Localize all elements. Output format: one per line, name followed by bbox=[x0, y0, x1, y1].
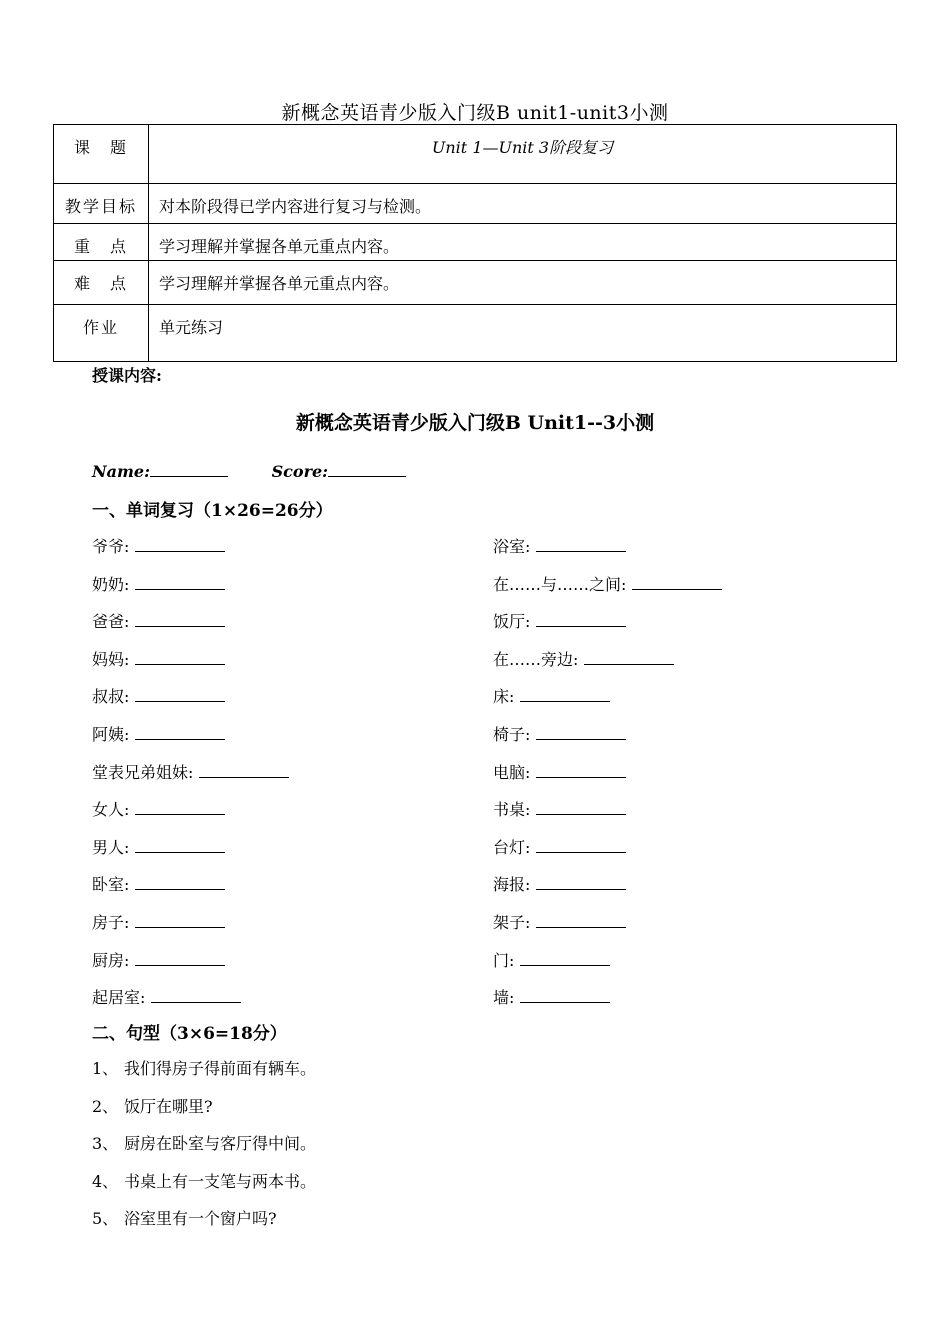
vocab-item bbox=[493, 797, 626, 820]
homework-label: 作业 bbox=[54, 305, 149, 362]
vocab-label: 男人: bbox=[92, 838, 130, 857]
answer-blank[interactable] bbox=[632, 575, 722, 590]
vocab-label: 在……与……之间: bbox=[493, 575, 627, 594]
answer-blank[interactable] bbox=[520, 687, 610, 702]
sentence-item bbox=[92, 1169, 316, 1192]
vocab-item bbox=[493, 684, 610, 707]
topic-label: 课 题 bbox=[54, 125, 149, 184]
vocab-label: 饭厅: bbox=[493, 612, 531, 631]
vocab-item bbox=[92, 572, 225, 595]
vocab-item bbox=[92, 684, 225, 707]
quiz-title: 新概念英语青少版入门级B Unit1--3小测 bbox=[295, 412, 655, 434]
answer-blank[interactable] bbox=[536, 763, 626, 778]
name-score-line bbox=[92, 462, 406, 481]
vocab-item bbox=[493, 835, 626, 858]
answer-blank[interactable] bbox=[520, 988, 610, 1003]
answer-blank[interactable] bbox=[135, 725, 225, 740]
answer-blank[interactable] bbox=[536, 725, 626, 740]
vocab-item bbox=[92, 835, 225, 858]
vocab-label: 女人: bbox=[92, 800, 130, 819]
sentence-number: 4、 bbox=[92, 1172, 119, 1191]
answer-blank[interactable] bbox=[135, 537, 225, 552]
answer-blank[interactable] bbox=[135, 575, 225, 590]
sentence-text: 厨房在卧室与客厅得中间。 bbox=[124, 1134, 317, 1153]
vocab-label: 厨房: bbox=[92, 951, 130, 970]
vocab-item bbox=[493, 948, 610, 971]
table-row bbox=[54, 261, 897, 305]
vocab-item bbox=[493, 872, 626, 895]
sentence-item bbox=[92, 1206, 277, 1229]
section-2-heading: 二、句型（3×6=18分） bbox=[92, 1024, 287, 1044]
answer-blank[interactable] bbox=[584, 650, 674, 665]
table-row bbox=[54, 184, 897, 224]
vocab-label: 叔叔: bbox=[92, 687, 130, 706]
key-point-value: 学习理解并掌握各单元重点内容。 bbox=[149, 224, 897, 261]
vocab-label: 浴室: bbox=[493, 537, 531, 556]
answer-blank[interactable] bbox=[151, 988, 241, 1003]
vocab-label: 椅子: bbox=[493, 725, 531, 744]
vocab-item bbox=[493, 985, 610, 1008]
vocab-label: 爷爷: bbox=[92, 537, 130, 556]
answer-blank[interactable] bbox=[520, 951, 610, 966]
sentence-text: 书桌上有一支笔与两本书。 bbox=[124, 1172, 317, 1191]
sentence-number: 2、 bbox=[92, 1097, 119, 1116]
answer-blank[interactable] bbox=[135, 875, 225, 890]
vocab-label: 床: bbox=[493, 687, 515, 706]
score-blank[interactable] bbox=[328, 462, 406, 477]
sentence-item bbox=[92, 1056, 316, 1079]
answer-blank[interactable] bbox=[199, 763, 289, 778]
vocab-label: 妈妈: bbox=[92, 650, 130, 669]
vocab-label: 墙: bbox=[493, 988, 515, 1007]
lesson-info-table bbox=[53, 124, 897, 362]
answer-blank[interactable] bbox=[536, 838, 626, 853]
difficult-point-value: 学习理解并掌握各单元重点内容。 bbox=[149, 261, 897, 305]
vocab-item bbox=[92, 609, 225, 632]
vocab-label: 起居室: bbox=[92, 988, 146, 1007]
vocab-item bbox=[92, 797, 225, 820]
section-1-heading: 一、单词复习（1×26=26分） bbox=[92, 501, 333, 521]
answer-blank[interactable] bbox=[536, 913, 626, 928]
document-title: 新概念英语青少版入门级B unit1-unit3小测 bbox=[281, 102, 669, 124]
answer-blank[interactable] bbox=[135, 913, 225, 928]
vocab-item bbox=[493, 534, 626, 557]
vocab-item bbox=[92, 647, 225, 670]
table-row bbox=[54, 305, 897, 362]
sentence-number: 3、 bbox=[92, 1134, 119, 1153]
answer-blank[interactable] bbox=[135, 800, 225, 815]
answer-blank[interactable] bbox=[536, 612, 626, 627]
vocab-item bbox=[493, 910, 626, 933]
vocab-label: 电脑: bbox=[493, 763, 531, 782]
answer-blank[interactable] bbox=[536, 875, 626, 890]
vocab-item bbox=[493, 609, 626, 632]
vocab-item bbox=[92, 948, 225, 971]
sentence-number: 5、 bbox=[92, 1209, 119, 1228]
sentence-text: 浴室里有一个窗户吗? bbox=[124, 1209, 277, 1228]
key-point-label: 重 点 bbox=[54, 224, 149, 261]
vocab-label: 爸爸: bbox=[92, 612, 130, 631]
sentence-text: 饭厅在哪里? bbox=[124, 1097, 213, 1116]
vocab-label: 奶奶: bbox=[92, 575, 130, 594]
goal-value: 对本阶段得已学内容进行复习与检测。 bbox=[149, 184, 897, 224]
vocab-item bbox=[92, 722, 225, 745]
vocab-label: 台灯: bbox=[493, 838, 531, 857]
vocab-label: 房子: bbox=[92, 913, 130, 932]
topic-value: Unit 1—Unit 3阶段复习 bbox=[149, 125, 897, 184]
answer-blank[interactable] bbox=[135, 650, 225, 665]
name-label: Name: bbox=[92, 462, 151, 481]
answer-blank[interactable] bbox=[536, 537, 626, 552]
score-label: Score: bbox=[271, 462, 329, 481]
vocab-label: 门: bbox=[493, 951, 515, 970]
vocab-item bbox=[493, 647, 674, 670]
answer-blank[interactable] bbox=[135, 838, 225, 853]
lesson-content-label: 授课内容: bbox=[92, 366, 162, 385]
name-blank[interactable] bbox=[150, 462, 228, 477]
vocab-label: 阿姨: bbox=[92, 725, 130, 744]
vocab-label: 卧室: bbox=[92, 875, 130, 894]
sentence-item bbox=[92, 1094, 213, 1117]
vocab-item bbox=[92, 760, 289, 783]
sentence-text: 我们得房子得前面有辆车。 bbox=[124, 1059, 317, 1078]
vocab-item bbox=[92, 910, 225, 933]
table-row bbox=[54, 224, 897, 261]
vocab-item bbox=[493, 572, 722, 595]
sentence-item bbox=[92, 1131, 316, 1154]
homework-value: 单元练习 bbox=[149, 305, 897, 362]
answer-blank[interactable] bbox=[135, 951, 225, 966]
vocab-label: 堂表兄弟姐妹: bbox=[92, 763, 194, 782]
vocab-item bbox=[493, 760, 626, 783]
vocab-label: 在……旁边: bbox=[493, 650, 579, 669]
difficult-point-label: 难 点 bbox=[54, 261, 149, 305]
vocab-label: 海报: bbox=[493, 875, 531, 894]
vocab-label: 架子: bbox=[493, 913, 531, 932]
vocab-item bbox=[493, 722, 626, 745]
vocab-item bbox=[92, 985, 241, 1008]
sentence-number: 1、 bbox=[92, 1059, 119, 1078]
vocab-item bbox=[92, 534, 225, 557]
vocab-label: 书桌: bbox=[493, 800, 531, 819]
answer-blank[interactable] bbox=[536, 800, 626, 815]
table-row bbox=[54, 125, 897, 184]
goal-label: 教学目标 bbox=[54, 184, 149, 224]
vocab-item bbox=[92, 872, 225, 895]
answer-blank[interactable] bbox=[135, 687, 225, 702]
answer-blank[interactable] bbox=[135, 612, 225, 627]
